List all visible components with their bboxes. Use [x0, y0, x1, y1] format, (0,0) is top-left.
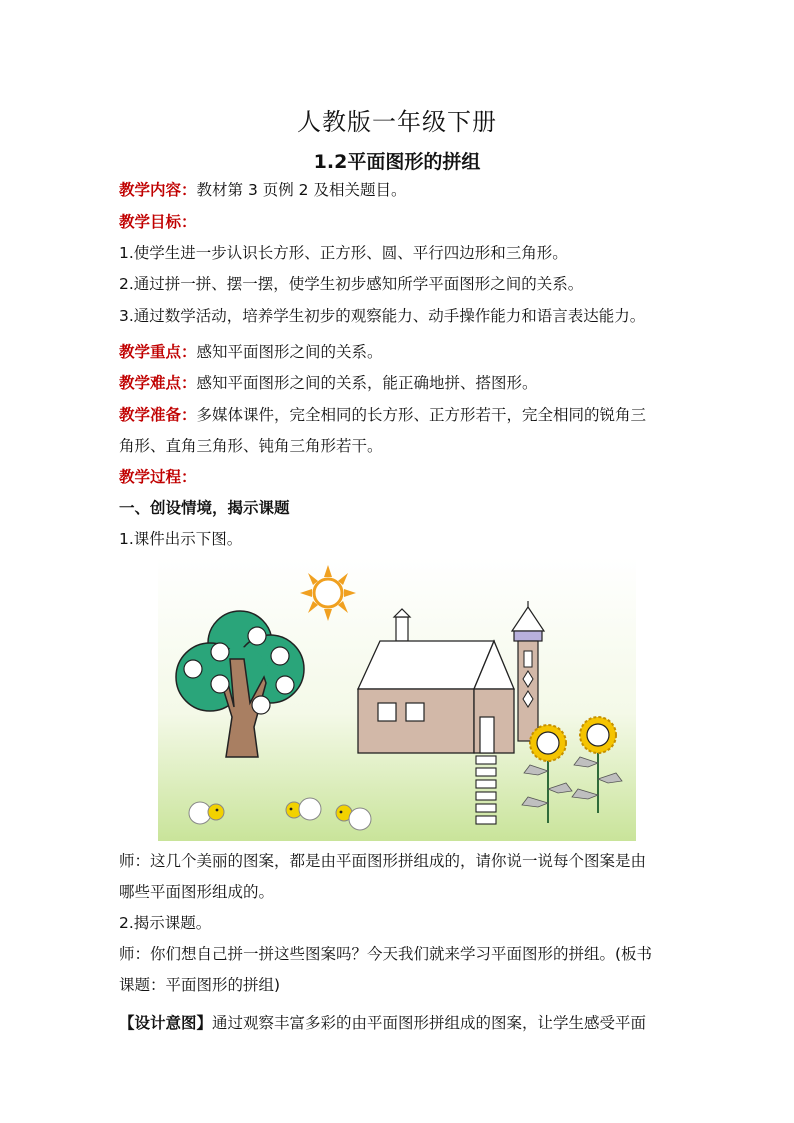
shapes-illustration	[158, 557, 636, 841]
teacher2-line-2: 课题：平面图形的拼组)	[119, 976, 281, 994]
step-1: 1.课件出示下图。	[119, 530, 243, 548]
preparation-line	[119, 405, 679, 425]
goals-heading	[119, 212, 679, 232]
design-text: 通过观察丰富多彩的由平面图形拼组成的图案，让学生感受平面	[212, 1014, 647, 1032]
design-label: 【设计意图】	[119, 1014, 213, 1032]
content-text: 教材第 3 页例 2 及相关题目。	[196, 181, 407, 199]
teacher2-line-1: 师：你们想自己拼一拼这些图案吗？今天我们就来学习平面图形的拼组。(板书	[119, 945, 653, 963]
key-point-text: 感知平面图形之间的关系。	[196, 343, 383, 361]
process-heading	[119, 467, 679, 487]
content-label: 教学内容：	[119, 181, 197, 199]
preparation-line-2: 角形、直角三角形、钝角三角形若干。	[119, 437, 383, 455]
difficulty-label: 教学难点：	[119, 374, 197, 392]
teacher-line-1: 师：这几个美丽的图案，都是由平面图形拼组成的，请你说一说每个图案是由	[119, 852, 647, 870]
key-point-line	[119, 342, 679, 362]
preparation-text: 多媒体课件，完全相同的长方形、正方形若干，完全相同的锐角三	[196, 406, 647, 424]
difficulty-line	[119, 373, 679, 393]
goal-item: 1.使学生进一步认识长方形、正方形、圆、平行四边形和三角形。	[119, 244, 568, 262]
sun-icon	[300, 565, 356, 621]
key-point-label: 教学重点：	[119, 343, 197, 361]
process-label: 教学过程：	[119, 468, 197, 486]
design-intent-line	[119, 1013, 679, 1033]
section-heading: 一、创设情境，揭示课题	[119, 499, 290, 517]
difficulty-text: 感知平面图形之间的关系，能正确地拼、搭图形。	[196, 374, 538, 392]
content-line	[119, 180, 679, 200]
teacher-line-2: 哪些平面图形组成的。	[119, 883, 275, 901]
step-2: 2.揭示课题。	[119, 914, 212, 932]
preparation-label: 教学准备：	[119, 406, 197, 424]
goal-item: 3.通过数学活动，培养学生初步的观察能力、动手操作能力和语言表达能力。	[119, 307, 646, 325]
goals-label: 教学目标：	[119, 213, 197, 231]
page-title: 人教版一年级下册	[297, 108, 497, 136]
lesson-title: 1.2平面图形的拼组	[313, 151, 481, 173]
goal-item: 2.通过拼一拼、摆一摆，使学生初步感知所学平面图形之间的关系。	[119, 275, 584, 293]
